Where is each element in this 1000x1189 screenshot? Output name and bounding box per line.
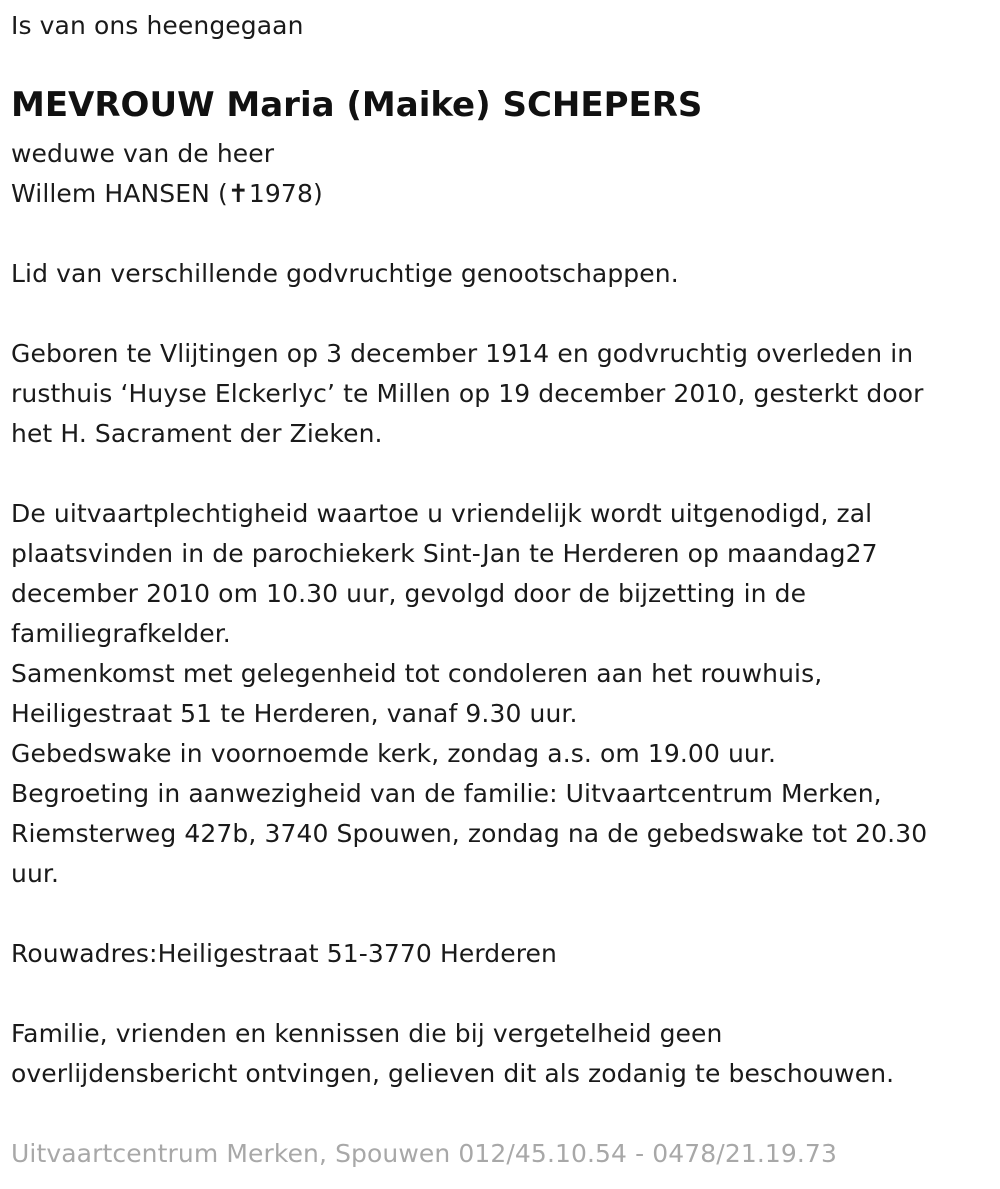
paragraph-line: overlijdensbericht ontvingen, gelieven dit als zodanig te beschouwen. [11,1059,895,1088]
spouse-name: Willem HANSEN ( [11,179,228,208]
paragraph-line: rusthuis ‘Huyse Elckerlyc’ te Millen op 19 december 2010, gesterkt door [11,379,924,408]
notice-paragraph [11,1014,894,1094]
mourning-address-block [11,934,557,974]
spouse-block [11,134,323,214]
spouse-death-year: 1978) [248,179,323,208]
spouse-name-line [11,174,323,214]
paragraph-line: uur. [11,859,60,888]
paragraph-line: Gebedswake in voornoemde kerk, zondag a.s. om 19.00 uur. [11,739,777,768]
intro-text: Is van ons heengegaan [11,11,304,40]
funeral-home-footer: Uitvaartcentrum Merken, Spouwen 012/45.10.54 - 0478/21.19.73 [11,1139,837,1168]
paragraph-line: familiegrafkelder. [11,619,231,648]
paragraph-line: december 2010 om 10.30 uur, gevolgd door de bijzetting in de [11,579,807,608]
paragraph-line: Begroeting in aanwezigheid van de familie: Uitvaartcentrum Merken, [11,779,882,808]
deceased-name: MEVROUW Maria (Maike) SCHEPERS [11,85,703,125]
paragraph-line: plaatsvinden in de parochiekerk Sint-Jan te Herderen op maandag27 [11,539,878,568]
paragraph-line: Samenkomst met gelegenheid tot condoleren aan het rouwhuis, [11,659,823,688]
mourning-address: Rouwadres:Heiligestraat 51-3770 Herderen [11,939,557,968]
paragraph-line: Geboren te Vlijtingen op 3 december 1914 en godvruchtig overleden in [11,339,914,368]
spouse-line: weduwe van de heer [11,139,275,168]
paragraph-line: het H. Sacrament der Zieken. [11,419,383,448]
paragraph-line: Riemsterweg 427b, 3740 Spouwen, zondag na de gebedswake tot 20.30 [11,819,928,848]
membership-block [11,254,679,294]
paragraph-line: Heiligestraat 51 te Herderen, vanaf 9.30 uur. [11,699,578,728]
funeral-service-paragraph [11,494,927,894]
paragraph-line: Familie, vrienden en kennissen die bij vergetelheid geen [11,1019,723,1048]
membership-text: Lid van verschillende godvruchtige genootschappen. [11,259,679,288]
cross-icon: ✝ [227,179,249,208]
birth-death-paragraph [11,334,924,454]
paragraph-line: De uitvaartplechtigheid waartoe u vriendelijk wordt uitgenodigd, zal [11,499,873,528]
